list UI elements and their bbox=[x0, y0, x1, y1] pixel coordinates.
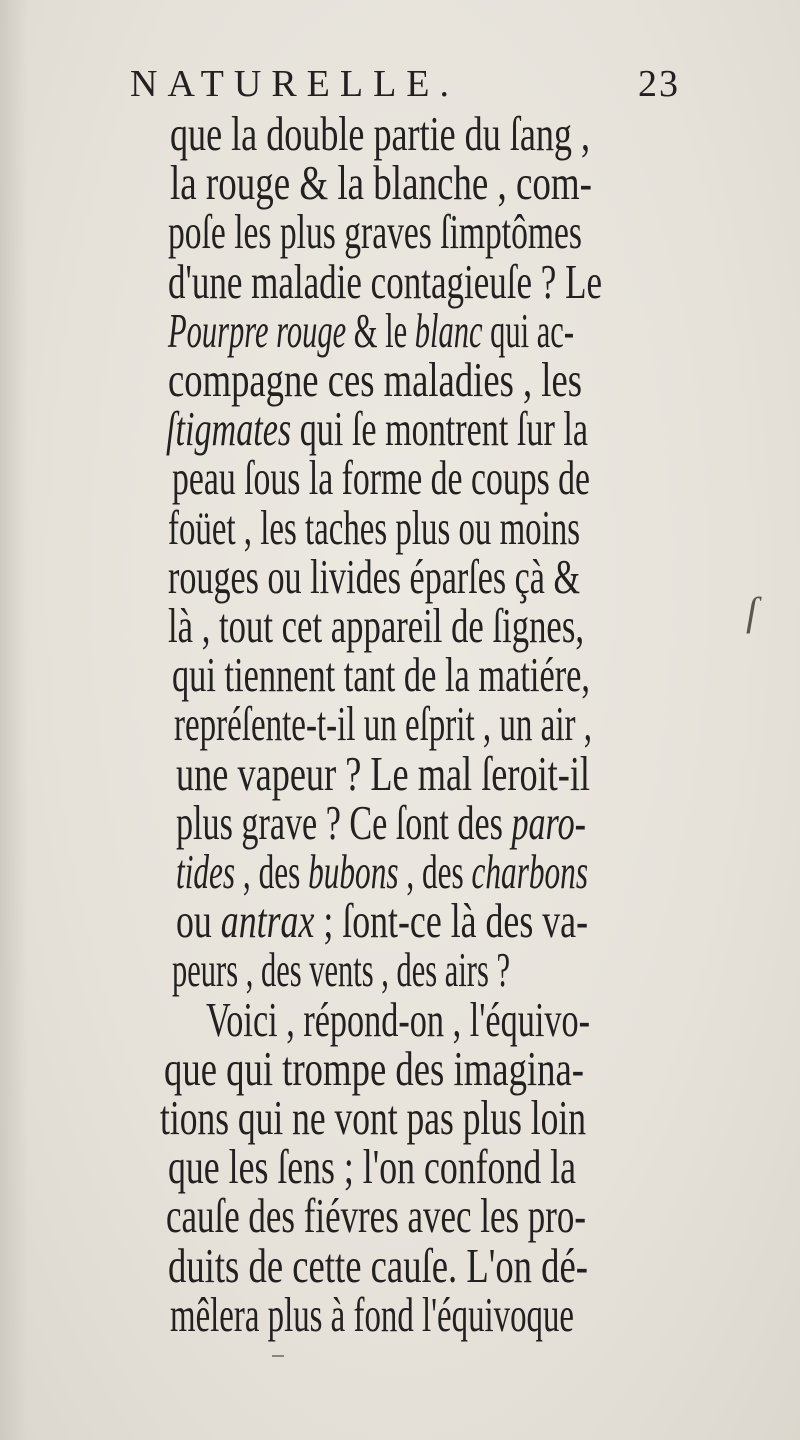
text-run: là , tout cet appareil de ſignes, bbox=[168, 598, 584, 653]
text-run: ; ſont-ce là des va- bbox=[314, 893, 588, 949]
text-run: ou bbox=[176, 893, 221, 949]
text-run: cauſe des fiévres avec les pro- bbox=[166, 1188, 586, 1244]
italic-term: charbons bbox=[471, 844, 588, 899]
text-run: compagne ces maladies , les bbox=[168, 352, 582, 407]
text-run: qui tiennent tant de la matiére, bbox=[172, 647, 590, 703]
text-run: peurs , des vents , des airs ? bbox=[172, 942, 510, 998]
text-run: qui ſe montrent ſur la bbox=[291, 401, 588, 457]
page-gutter-shadow bbox=[0, 0, 28, 1440]
text-run: plus grave ? Ce ſont des bbox=[176, 794, 512, 850]
text-run: rouges ou livides éparſes çà & bbox=[168, 548, 580, 604]
text-run: d'une maladie contagieuſe ? Le bbox=[168, 253, 602, 309]
text-run: que la double partie du ſang , bbox=[170, 106, 590, 161]
italic-term: antrax bbox=[220, 893, 315, 949]
italic-term: bubons bbox=[308, 844, 399, 899]
text-run: foüet , les taches plus ou moins bbox=[168, 499, 580, 555]
text-run: & le bbox=[346, 302, 415, 358]
text-run: que les ſens ; l'on confond la bbox=[168, 1139, 576, 1195]
ink-smudge bbox=[272, 1355, 284, 1357]
italic-term: blanc bbox=[414, 302, 483, 358]
text-run: duits de cette cauſe. L'on dé- bbox=[168, 1237, 588, 1293]
text-run: , des bbox=[398, 844, 472, 899]
text-run: peau ſous la forme de coups de bbox=[172, 450, 590, 506]
text-run: poſe les plus graves ſimptômes bbox=[168, 204, 582, 260]
italic-term: Pourpre rouge bbox=[168, 302, 347, 358]
text-run: repréſente-t-il un eſprit , un air , bbox=[174, 696, 592, 752]
italic-term: paro- bbox=[511, 794, 586, 850]
text-run: que qui trompe des imagina- bbox=[164, 1040, 584, 1096]
italic-term: tides bbox=[176, 844, 236, 899]
text-run: la rouge & la blanche , com- bbox=[170, 155, 592, 211]
page-number: 23 bbox=[638, 63, 680, 105]
italic-term: ſtigmates bbox=[166, 401, 292, 457]
text-run: mêlera plus à fond l'équivoque bbox=[170, 1286, 574, 1342]
text-run: une vapeur ? Le mal ſeroit-il bbox=[176, 745, 590, 801]
text-run: Voici , répond-on , l'équivo- bbox=[206, 991, 590, 1047]
text-run: , des bbox=[235, 844, 309, 899]
text-run: qui ac- bbox=[482, 302, 574, 358]
running-head: NATURELLE. bbox=[130, 63, 460, 105]
text-line bbox=[170, 1285, 574, 1345]
text-run: tions qui ne vont pas plus loin bbox=[160, 1090, 586, 1145]
margin-mark: ſ bbox=[746, 589, 758, 634]
